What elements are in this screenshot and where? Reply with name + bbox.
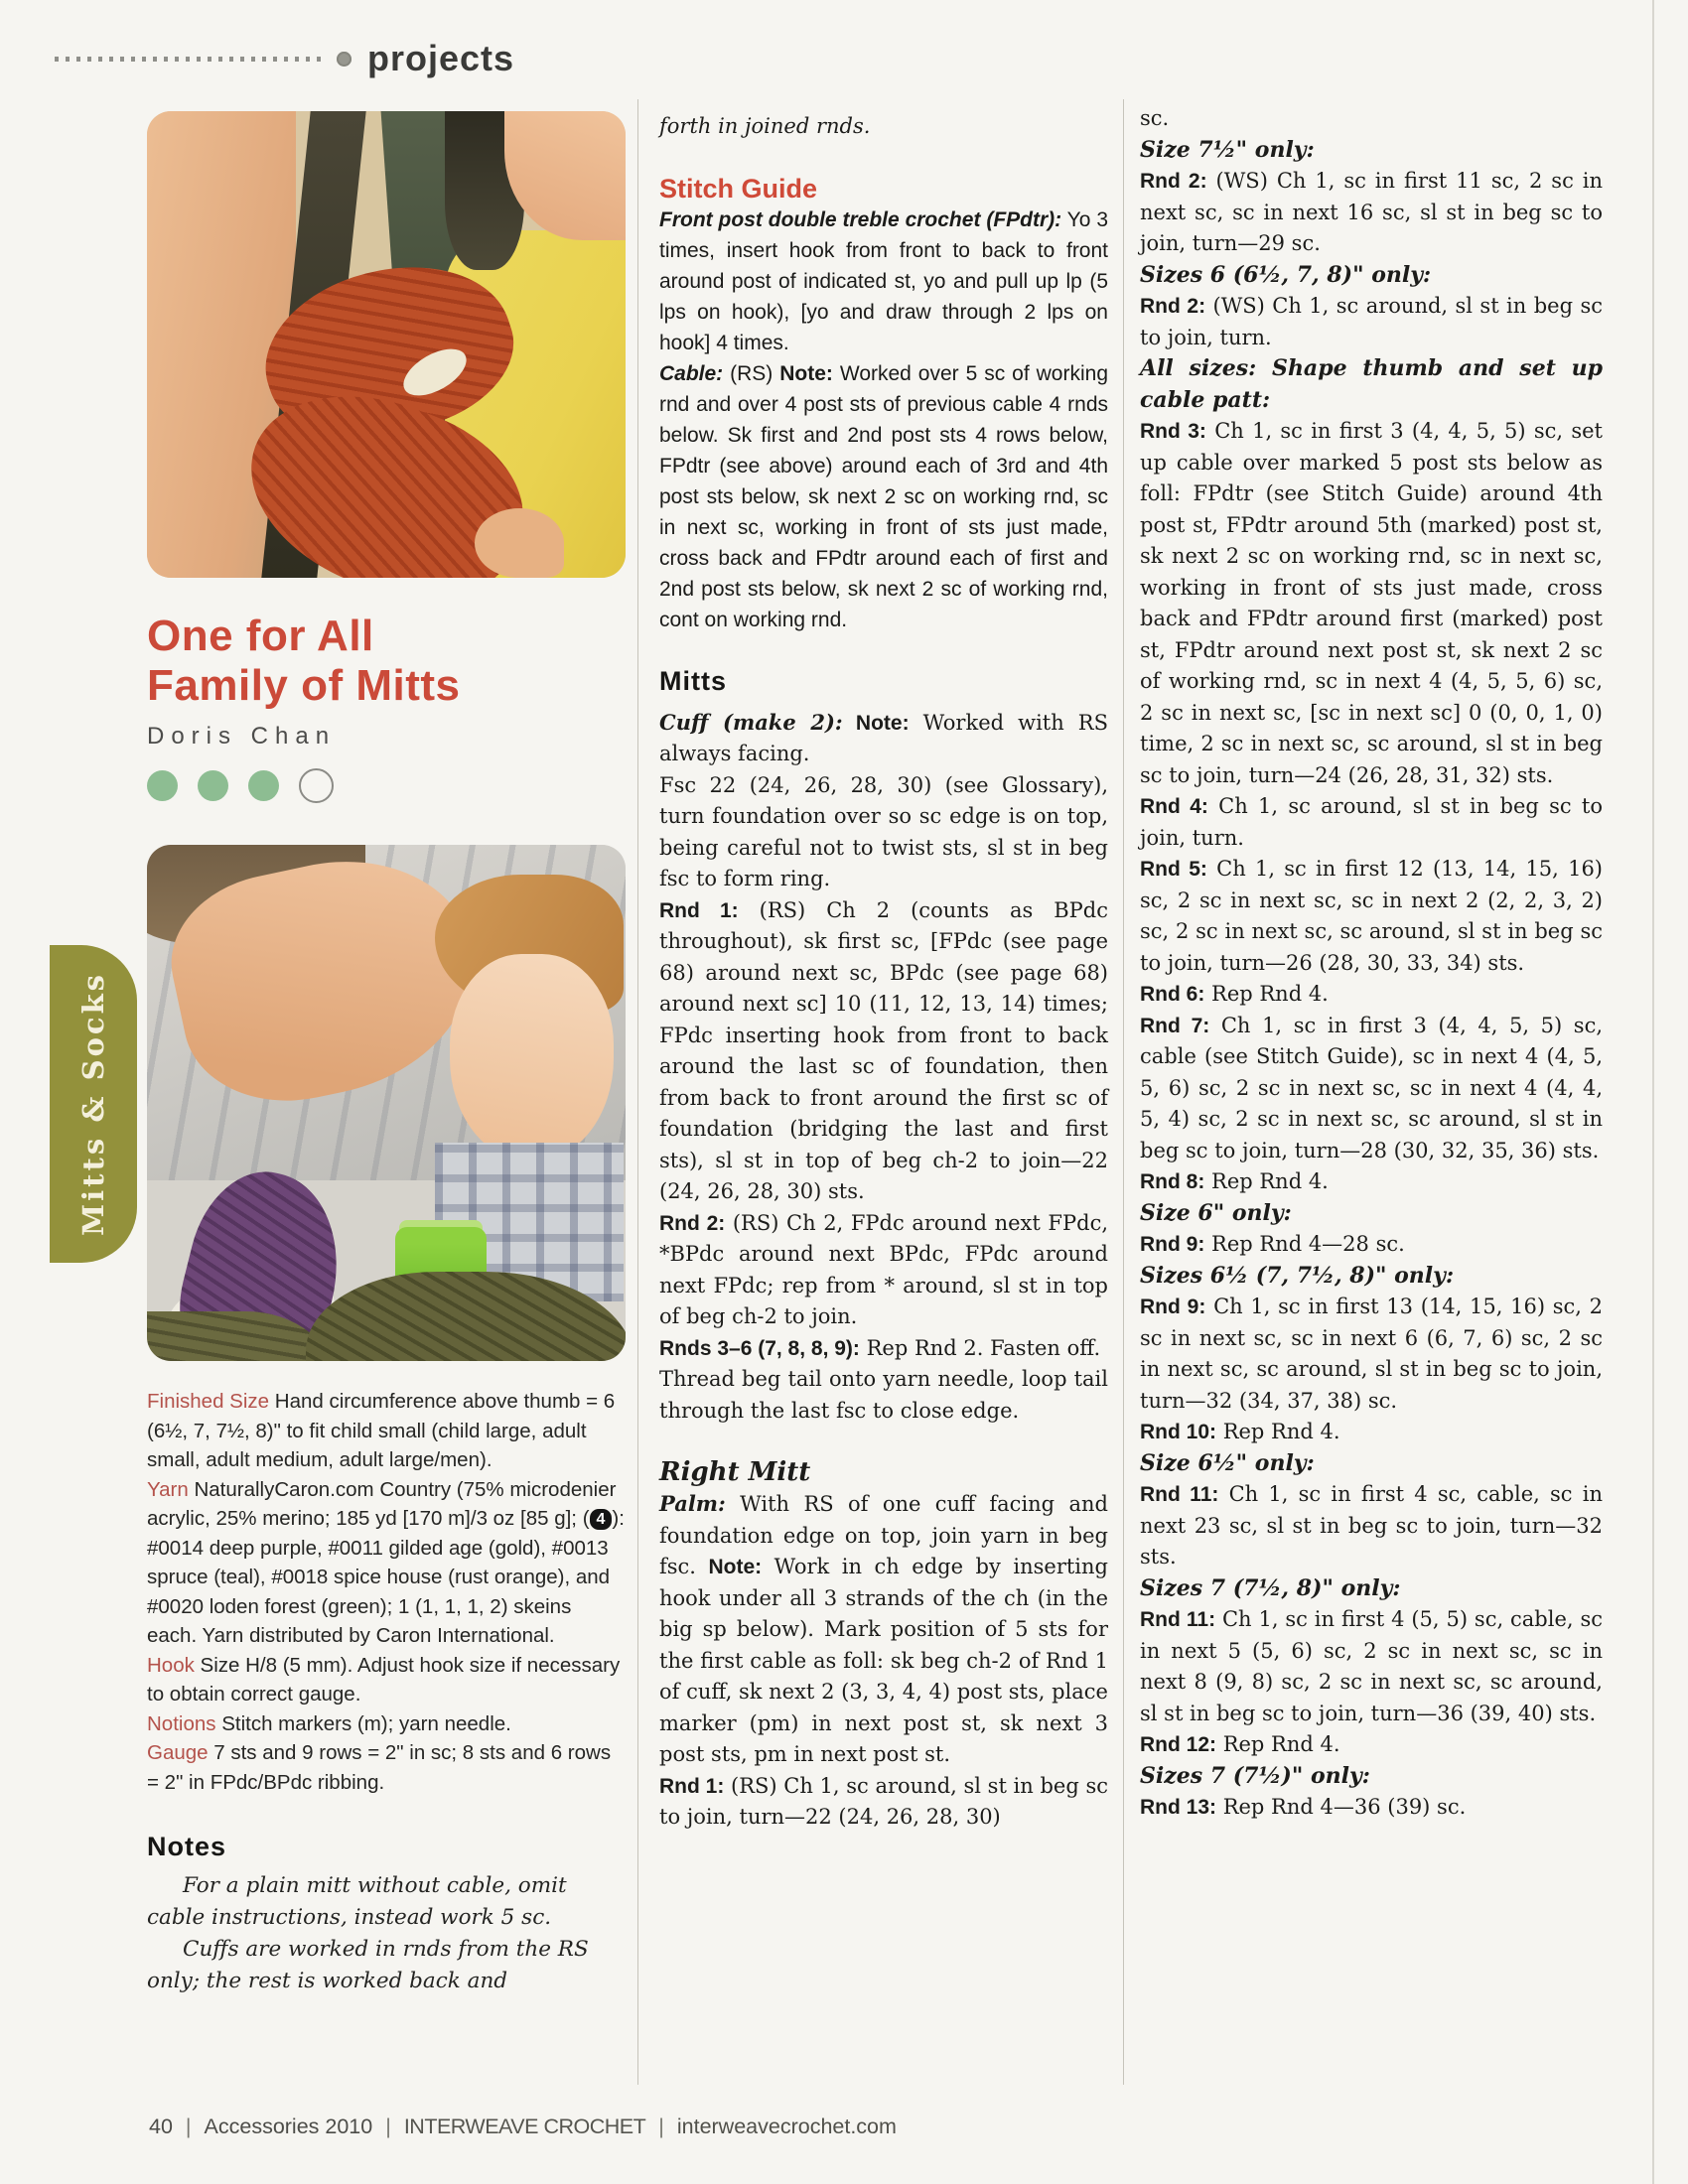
text-segment: |	[658, 2115, 664, 2138]
pattern-paragraph	[1140, 1792, 1603, 1824]
text-segment: Ch 1, sc in first 4 (5, 5) sc, cable, sc in next 5 (5, 6) sc, 2 sc in next sc, sc in next 8 (9, 8) sc, 2 sc in next sc, sc around, sl st in beg sc to join, turn—36 (39, 40) sts.	[1140, 1607, 1603, 1725]
text-segment: Note:	[842, 711, 910, 735]
text-segment: Ch 1, sc in first 3 (4, 4, 5, 5) sc, cable (see Stitch Guide), sc in next 4 (4, 5, 5, 6) sc, 2 sc in next sc, sc in next 4 (4, 4, 5, 4) sc, 2 sc in next sc, sc around, sl st in beg sc to join, turn—28 (30, 32, 35, 36) sts.	[1140, 1013, 1604, 1162]
pattern-paragraph	[659, 1333, 1108, 1365]
difficulty-dot-empty	[299, 768, 334, 803]
pattern-paragraph	[1140, 103, 1603, 135]
difficulty-rating	[147, 768, 626, 803]
page-number: 40	[149, 2115, 173, 2138]
pattern-paragraph	[659, 1364, 1108, 1427]
text-segment: (RS)	[723, 361, 780, 385]
text-segment: Rep Rnd 4.	[1216, 1732, 1340, 1756]
text-segment: Stitch Guide	[659, 173, 818, 204]
difficulty-dot-filled	[198, 770, 228, 801]
pattern-paragraph	[1140, 166, 1603, 260]
text-segment: Right Mitt	[659, 1457, 811, 1487]
text-segment: Rnd 9:	[1140, 1296, 1206, 1318]
pattern-title-line1: One for All	[147, 612, 374, 660]
pattern-paragraph	[1140, 291, 1603, 353]
text-segment: forth in joined rnds.	[659, 114, 871, 138]
pattern-paragraph	[659, 111, 1108, 143]
pattern-paragraph	[659, 665, 1108, 697]
text-segment: Ch 1, sc around, sl st in beg sc to join, turn.	[1140, 794, 1603, 850]
text-segment: Rnd 4:	[1140, 795, 1208, 818]
notes-body	[147, 1870, 626, 1997]
pattern-paragraph	[659, 1208, 1108, 1333]
text-segment: sc.	[1140, 106, 1170, 130]
pattern-paragraph	[1140, 1573, 1603, 1605]
text-segment: Ch 1, sc in first 4 sc, cable, sc in next 23 sc, sl st in beg sc to join, turn—32 sts.	[1140, 1482, 1603, 1569]
text-segment: Note:	[708, 1556, 763, 1578]
child-hand	[475, 508, 564, 578]
pattern-paragraph	[1140, 416, 1603, 791]
pattern-paragraph	[1140, 1761, 1603, 1793]
text-segment: Rnd 10:	[1140, 1421, 1217, 1443]
text-segment: Rep Rnd 4—28 sc.	[1204, 1232, 1405, 1256]
pattern-paragraph	[1140, 1448, 1603, 1480]
text-segment: Stitch markers (m); yarn needle.	[215, 1711, 511, 1735]
page-edge-line	[1652, 0, 1654, 2184]
title-block	[147, 612, 626, 803]
text-segment: Sizes 7 (7½)" only:	[1140, 1762, 1370, 1789]
text-segment: With RS of one cuff facing and foundation edge on top, join yarn in beg fsc.	[659, 1492, 1108, 1578]
pattern-paragraph	[659, 895, 1108, 1208]
notes-section	[147, 1831, 626, 1997]
text-segment: Rnd 2:	[1140, 170, 1207, 193]
footer-line	[149, 2115, 897, 2139]
notes-heading: Notes	[147, 1832, 227, 1861]
pattern-paragraph	[1140, 979, 1603, 1011]
text-segment: (RS) Ch 2, FPdc around next FPdc, *BPdc around next BPdc, FPdc around next FPdc; rep from * around, sl st in top of beg ch-2 to join.	[659, 1210, 1109, 1328]
text-segment: ): #0014 deep purple, #0011 gilded age (gold), #0013 spruce (teal), #0018 spice house (rust orange), and #0020 loden forest (green); 1 (1, 1, 1, 2) skeins each. Yarn distributed by Caron International.	[147, 1507, 625, 1647]
text-segment: Rnd 12:	[1140, 1733, 1217, 1756]
text-segment: Yo 3 times, insert hook from front to back to front around post of indicated st, yo and pull up lp (5 lps on hook), [yo and draw through 2 lps on hook] 4 times.	[659, 207, 1108, 354]
text-segment: (RS) Ch 1, sc around, sl st in beg sc to join, turn—22 (24, 26, 28, 30)	[659, 1773, 1109, 1829]
photo-family-mitts	[147, 845, 626, 1361]
magazine-name: INTERWEAVE CROCHET	[403, 2115, 646, 2138]
pattern-paragraph	[1140, 353, 1603, 416]
text-segment: Mitts	[659, 665, 727, 696]
notes-paragraph	[147, 1870, 626, 1934]
issue-name: Accessories 2010	[204, 2115, 373, 2138]
text-segment: Rnd 7:	[1140, 1014, 1210, 1037]
text-segment: Sizes 6½ (7, 7½, 8)" only:	[1140, 1262, 1455, 1289]
spec-paragraph	[147, 1709, 626, 1739]
dotted-leader-line	[55, 57, 321, 62]
pattern-title	[147, 612, 626, 711]
text-segment: Worked with RS always facing.	[659, 710, 1109, 765]
pattern-paragraph	[1140, 1011, 1603, 1167]
text-segment: (WS) Ch 1, sc around, sl st in beg sc to join, turn.	[1140, 294, 1603, 349]
pattern-paragraph	[659, 173, 1108, 205]
text-segment: Ch 1, sc in first 3 (4, 4, 5, 5) sc, set up cable over marked 5 post sts below as foll: FPdtr (see Stitch Guide) around 4th post st, FPdtr around 5th (marked) post st, sk next 2 sc on working rnd, sc in next sc, working in front of sts just made, cross back and FPdtr around first (marked) post st, FPdtr around next post st, sk next 2 sc of working rnd, sc in next 4 (4, 5, 5, 6) sc, 2 sc in next sc, [sc in next sc] 0 (0, 0, 1, 0) time, 2 sc in next sc, sc around, sl st in beg sc to join, turn—24 (26, 28, 31, 32) sts.	[1140, 419, 1603, 787]
text-segment: Note:	[779, 361, 833, 385]
text-segment: For a plain mitt without cable, omit cable instructions, instead work 5 sc.	[147, 1873, 567, 1930]
pattern-title-line2: Family of Mitts	[147, 661, 461, 710]
pattern-paragraph	[659, 358, 1108, 635]
text-segment: Front post double treble crochet (FPdtr):	[659, 207, 1062, 231]
pattern-paragraph	[1140, 791, 1603, 854]
text-segment: Rep Rnd 4.	[1216, 1420, 1340, 1443]
text-segment: Size 6" only:	[1140, 1199, 1292, 1226]
text-segment: 7 sts and 9 rows = 2" in sc; 8 sts and 6 rows = 2" in FPdc/BPdc ribbing.	[147, 1741, 612, 1794]
text-segment: Gauge	[147, 1741, 209, 1764]
text-segment: Fsc 22 (24, 26, 28, 30) (see Glossary), turn foundation over so sc edge is on top, being careful not to twist sts, sl st in beg fsc to form ring.	[659, 772, 1108, 890]
text-segment: NaturallyCaron.com Country (75% microdenier acrylic, 25% merino; 185 yd [170 m]/3 oz [85 g]; (	[147, 1477, 617, 1530]
page-footer	[149, 2115, 897, 2139]
pattern-paragraph	[1140, 1292, 1603, 1417]
text-segment: Finished Size	[147, 1390, 270, 1413]
text-segment: Notions	[147, 1711, 216, 1735]
text-segment: Rnd 11:	[1140, 1483, 1219, 1506]
difficulty-dot-filled	[248, 770, 279, 801]
right-column	[1140, 103, 1603, 1824]
pattern-paragraph	[1140, 1417, 1603, 1448]
text-segment: Worked over 5 sc of working rnd and over 4 post sts of previous cable 4 rnds below. Sk first and 2nd post sts 4 rows below, FPdtr (see above) around each of 3rd and 4th post sts below, sk next 2 sc on working rnd, sc in next sc, working in front of sts just made, cross back and FPdtr around each of first and 2nd post sts below, sk next 2 sc of working rnd, cont on working rnd.	[659, 361, 1108, 631]
boy-face	[450, 954, 614, 1162]
pattern-paragraph	[1140, 1166, 1603, 1198]
text-segment: Rep Rnd 2. Fasten off.	[859, 1335, 1101, 1360]
spec-paragraph	[147, 1475, 626, 1651]
photo-orange-mitts	[147, 111, 626, 578]
pattern-paragraph	[1140, 1229, 1603, 1261]
chapter-tab-mitts-and-socks	[50, 945, 137, 1263]
text-segment: Rnd 13:	[1140, 1796, 1217, 1819]
pattern-paragraph	[1140, 1729, 1603, 1761]
pattern-paragraph	[659, 770, 1108, 895]
text-segment: Hook	[147, 1653, 195, 1677]
yarn-weight-icon: 4	[590, 1509, 613, 1530]
text-segment: Rnd 1:	[659, 898, 739, 922]
text-segment: |	[185, 2115, 192, 2138]
pattern-paragraph	[1140, 1604, 1603, 1729]
pattern-paragraph	[1140, 260, 1603, 292]
website-url: interweavecrochet.com	[676, 2115, 897, 2138]
text-segment: (WS) Ch 1, sc in first 11 sc, 2 sc in next sc, sc in next 16 sc, sl st in beg sc to join, turn—29 sc.	[1140, 169, 1604, 255]
text-segment: Work in ch edge by inserting hook under all 3 strands of the ch (in the big sp below). Mark position of 5 sts for the first cable as foll: sk beg ch-2 of Rnd 1 of cuff, sk next 2 (3, 3, 4, 4) post sts, place marker (pm) in next post st, sk next 3 post sts, pm in next post st.	[659, 1555, 1108, 1766]
text-segment: Size 6½" only:	[1140, 1449, 1315, 1476]
text-segment: Palm:	[659, 1491, 726, 1516]
text-segment: Cable:	[659, 361, 724, 385]
pattern-paragraph	[1140, 854, 1603, 979]
pattern-paragraph	[1140, 1479, 1603, 1573]
text-segment: Rnd 8:	[1140, 1170, 1205, 1193]
text-segment: Rnd 2:	[659, 1211, 726, 1235]
text-segment: |	[385, 2115, 391, 2138]
text-segment: Thread beg tail onto yarn needle, loop tail through the last fsc to close edge.	[659, 1367, 1108, 1423]
difficulty-dot-filled	[147, 770, 178, 801]
text-segment: Rnd 11:	[1140, 1608, 1216, 1631]
text-segment: Rep Rnd 4.	[1204, 982, 1329, 1006]
text-segment: Size H/8 (5 mm). Adjust hook size if necessary to obtain correct gauge.	[147, 1653, 621, 1706]
text-segment: Yarn	[147, 1477, 189, 1501]
left-column	[147, 111, 626, 1997]
spec-paragraph	[147, 1651, 626, 1709]
text-segment: Rep Rnd 4—36 (39) sc.	[1216, 1795, 1467, 1819]
section-header	[55, 38, 514, 79]
pattern-paragraph	[659, 205, 1108, 358]
column-divider-right	[1123, 99, 1124, 2085]
text-segment: Sizes 7 (7½, 8)" only:	[1140, 1574, 1401, 1601]
text-segment: Size 7½" only:	[1140, 136, 1315, 163]
text-segment: Rnds 3–6 (7, 8, 8, 9):	[659, 1336, 860, 1360]
text-segment: Rep Rnd 4.	[1204, 1169, 1329, 1193]
author-name: Doris Chan	[147, 723, 337, 750]
pattern-paragraph	[1140, 135, 1603, 167]
chapter-tab-label: Mitts & Socks	[76, 972, 110, 1236]
notes-paragraph	[147, 1934, 626, 1997]
text-segment: Rnd 6:	[1140, 983, 1205, 1006]
pattern-paragraph	[659, 1456, 1108, 1488]
column-divider-left	[637, 99, 638, 2085]
text-segment: Rnd 2:	[1140, 295, 1206, 318]
text-segment: Hand circumference above thumb = 6 (6½, 7, 7½, 8)" to fit child small (child large, adult small, adult medium, adult large/men).	[147, 1390, 616, 1471]
text-segment: Rnd 5:	[1140, 858, 1207, 881]
text-segment: Cuffs are worked in rnds from the RS only; the rest is worked back and	[147, 1937, 589, 1993]
pattern-specs	[147, 1387, 626, 1797]
text-segment: Rnd 1:	[659, 1774, 725, 1798]
spec-paragraph	[147, 1738, 626, 1797]
pattern-paragraph	[659, 1771, 1108, 1834]
middle-column	[659, 111, 1108, 1834]
text-segment: Rnd 3:	[1140, 420, 1206, 443]
text-segment: Ch 1, sc in first 13 (14, 15, 16) sc, 2 sc in next sc, sc in next 6 (6, 7, 6) sc, 2 sc in next sc, sc around, sl st in beg sc to join, turn—32 (34, 37, 38) sc.	[1140, 1295, 1603, 1413]
bullet-dot-icon	[337, 52, 352, 67]
pattern-paragraph	[659, 707, 1108, 770]
text-segment: Sizes 6 (6½, 7, 8)" only:	[1140, 261, 1432, 288]
text-segment: Rnd 9:	[1140, 1233, 1205, 1256]
pattern-paragraph	[659, 1488, 1108, 1771]
spec-paragraph	[147, 1387, 626, 1475]
text-segment: All sizes: Shape thumb and set up cable patt:	[1140, 355, 1603, 413]
text-segment: Cuff (make 2):	[659, 709, 843, 735]
section-label: projects	[367, 38, 515, 78]
text-segment: (RS) Ch 2 (counts as BPdc throughout), sk first sc, [FPdc (see page 68) around next sc, BPdc (see page 68) around next sc] 10 (11, 12, 13, 14) times; FPdc inserting hook from front to back around the last sc of foundation, then from back to front around the first sc of foundation (bridging the last and first sts), sl st in top of beg ch-2 to join—22 (24, 26, 28, 30) sts.	[659, 897, 1109, 1203]
pattern-paragraph	[1140, 1198, 1603, 1230]
text-segment: Ch 1, sc in first 12 (13, 14, 15, 16) sc, 2 sc in next sc, sc in next 2 (2, 2, 3, 2) sc, 2 sc in next sc, sc around, sl st in beg sc to join, turn—26 (28, 30, 33, 34) sts.	[1140, 857, 1604, 975]
pattern-paragraph	[1140, 1261, 1603, 1293]
